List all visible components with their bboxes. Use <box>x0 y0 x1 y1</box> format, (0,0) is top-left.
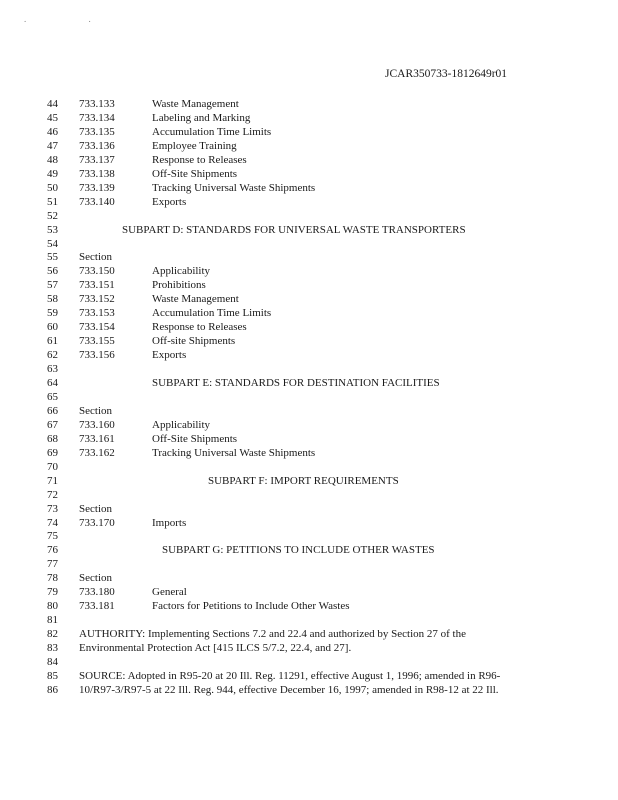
document-line <box>0 167 618 181</box>
line-number: 63 <box>47 363 58 376</box>
section-title: Imports <box>152 516 187 529</box>
line-number: 78 <box>47 572 58 585</box>
paragraph-text: Environmental Protection Act [415 ILCS 5/7.2, 22.4, and 27]. <box>79 642 352 655</box>
document-line <box>0 655 618 669</box>
document-line <box>0 543 618 557</box>
document-line <box>0 334 618 348</box>
section-title: Waste Management <box>152 98 239 110</box>
line-number: 51 <box>47 195 58 208</box>
line-number: 77 <box>47 558 58 571</box>
line-number: 79 <box>47 586 58 599</box>
document-line <box>0 683 618 697</box>
document-line <box>0 181 618 195</box>
section-number: Section <box>79 251 112 264</box>
document-line <box>0 446 618 460</box>
line-number: 84 <box>47 656 58 668</box>
line-number: 59 <box>47 307 58 320</box>
section-number: 733.155 <box>79 335 115 348</box>
line-number: 45 <box>47 111 58 124</box>
section-title: Exports <box>152 349 187 362</box>
section-number: Section <box>79 572 112 585</box>
line-number: 56 <box>47 265 58 278</box>
document-line <box>0 418 618 432</box>
line-number: 75 <box>47 530 58 543</box>
document-line <box>0 237 618 251</box>
section-number: 733.153 <box>79 307 115 320</box>
line-number: 60 <box>47 321 58 334</box>
section-title: Exports <box>152 195 187 208</box>
document-line <box>0 348 618 362</box>
document-line <box>0 571 618 585</box>
paragraph-text: AUTHORITY: Implementing Sections 7.2 and 22.4 and authorized by Section 27 of the <box>79 628 466 641</box>
section-title: Off-Site Shipments <box>152 167 238 180</box>
section-number: 733.140 <box>79 195 115 208</box>
section-number: 733.135 <box>79 125 115 138</box>
line-number: 54 <box>47 237 58 250</box>
section-number: 733.162 <box>79 446 115 459</box>
line-number: 69 <box>47 446 58 459</box>
section-number: 733.138 <box>79 167 115 180</box>
line-number: 61 <box>47 335 58 348</box>
section-title: General <box>152 586 187 599</box>
document-line <box>0 613 618 627</box>
line-number: 55 <box>47 251 58 264</box>
line-number: 85 <box>47 669 58 682</box>
section-number: 733.181 <box>79 600 115 613</box>
line-number: 80 <box>47 600 58 613</box>
document-line <box>0 585 618 599</box>
section-number: 733.133 <box>79 98 115 110</box>
document-line <box>0 125 618 139</box>
line-number: 73 <box>47 502 58 515</box>
subpart-heading: SUBPART D: STANDARDS FOR UNIVERSAL WASTE TRANSPORTERS <box>122 223 466 236</box>
section-number: 733.180 <box>79 586 115 599</box>
document-id: JCAR350733-1812649r01 <box>385 68 508 80</box>
line-number: 68 <box>47 432 58 445</box>
document-line <box>0 320 618 334</box>
document-line <box>0 474 618 488</box>
section-title: Applicability <box>152 418 211 431</box>
section-title: Off-Site Shipments <box>152 432 238 445</box>
document-line <box>0 432 618 446</box>
scan-marks: . . <box>24 14 121 24</box>
paragraph-text: SOURCE: Adopted in R95-20 at 20 Ill. Reg. 11291, effective August 1, 1996; amended in R96- <box>79 669 501 682</box>
section-number: Section <box>79 404 112 417</box>
section-title: Factors for Petitions to Include Other Wastes <box>152 600 350 613</box>
section-number: 733.154 <box>79 321 115 334</box>
section-number: 733.156 <box>79 349 115 362</box>
line-number: 58 <box>47 293 58 306</box>
document-line <box>0 250 618 264</box>
line-number: 65 <box>47 390 58 403</box>
line-number: 74 <box>47 516 58 529</box>
document-line <box>0 195 618 209</box>
section-title: Response to Releases <box>152 153 247 166</box>
line-number: 81 <box>47 614 58 627</box>
section-title: Applicability <box>152 265 211 278</box>
document-line <box>0 306 618 320</box>
line-number: 86 <box>47 683 58 696</box>
document-line <box>0 488 618 502</box>
section-number: 733.139 <box>79 181 115 194</box>
subpart-heading: SUBPART G: PETITIONS TO INCLUDE OTHER WASTES <box>162 544 435 557</box>
document-line <box>0 292 618 306</box>
section-title: Tracking Universal Waste Shipments <box>152 446 316 459</box>
section-number: 733.161 <box>79 432 115 445</box>
section-number: 733.152 <box>79 293 115 306</box>
section-number: 733.134 <box>79 111 115 124</box>
section-title: Waste Management <box>152 293 239 306</box>
document-line <box>0 111 618 125</box>
document-line <box>0 390 618 404</box>
section-number: 733.170 <box>79 516 115 529</box>
line-number: 44 <box>47 98 58 110</box>
document-line <box>0 641 618 655</box>
document-line <box>0 376 618 390</box>
section-title: Off-site Shipments <box>152 335 236 348</box>
line-number: 52 <box>47 209 58 222</box>
section-number: Section <box>79 502 112 515</box>
line-number: 64 <box>47 377 58 389</box>
document-line <box>0 516 618 530</box>
line-number: 67 <box>47 418 58 431</box>
document-line <box>0 627 618 641</box>
section-title: Response to Releases <box>152 321 247 334</box>
section-title: Prohibitions <box>152 279 206 292</box>
line-number: 70 <box>47 460 58 473</box>
document-line <box>0 404 618 418</box>
section-number: 733.136 <box>79 139 115 152</box>
subpart-heading: SUBPART F: IMPORT REQUIREMENTS <box>208 474 399 487</box>
document-line <box>0 669 618 683</box>
section-title: Labeling and Marking <box>152 111 251 124</box>
line-number: 83 <box>47 642 58 655</box>
document-line <box>0 278 618 292</box>
line-number: 47 <box>47 139 58 152</box>
line-number: 72 <box>47 488 58 501</box>
document-line <box>0 557 618 571</box>
document-line <box>0 362 618 376</box>
line-number: 50 <box>47 181 58 194</box>
document-line <box>0 502 618 516</box>
line-number: 62 <box>47 349 58 362</box>
document-line <box>0 97 618 111</box>
document-line <box>0 139 618 153</box>
section-title: Tracking Universal Waste Shipments <box>152 181 316 194</box>
line-number: 49 <box>47 167 58 180</box>
document-line <box>0 209 618 223</box>
document-line <box>0 460 618 474</box>
section-title: Accumulation Time Limits <box>152 125 272 138</box>
paragraph-text: 10/R97-3/R97-5 at 22 Ill. Reg. 944, effective December 16, 1997; amended in R98-12 at 22 Ill. <box>79 683 499 696</box>
line-number: 46 <box>47 125 58 138</box>
line-number: 82 <box>47 628 58 641</box>
section-title: Accumulation Time Limits <box>152 307 272 320</box>
line-number: 57 <box>47 279 58 292</box>
document-line <box>0 264 618 278</box>
line-number: 71 <box>47 474 58 487</box>
line-number: 66 <box>47 404 58 417</box>
document-line <box>0 153 618 167</box>
section-number: 733.150 <box>79 265 115 278</box>
section-number: 733.151 <box>79 279 115 292</box>
document-line <box>0 529 618 543</box>
document-line <box>0 599 618 613</box>
section-number: 733.137 <box>79 153 115 166</box>
line-number: 48 <box>47 153 58 166</box>
document-line <box>0 223 618 237</box>
subpart-heading: SUBPART E: STANDARDS FOR DESTINATION FACILITIES <box>152 377 440 389</box>
line-number: 76 <box>47 544 58 557</box>
line-number: 53 <box>47 223 58 236</box>
section-number: 733.160 <box>79 418 115 431</box>
section-title: Employee Training <box>152 139 237 152</box>
